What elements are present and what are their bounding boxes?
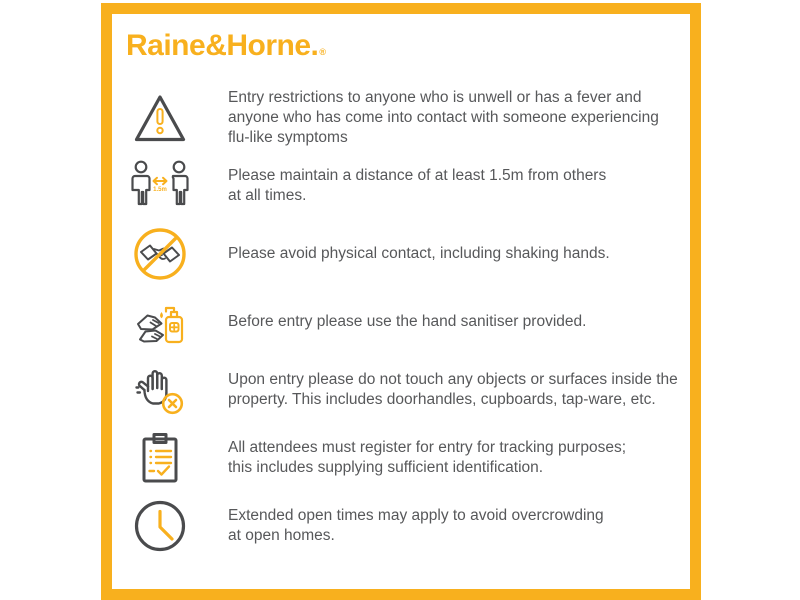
list-item	[112, 152, 684, 220]
list-item	[112, 356, 684, 424]
do-not-touch-icon	[133, 364, 187, 416]
rule-text: All attendees must register for entry for tracking purposes; this includes supplying sufficient identification.	[228, 439, 627, 476]
icon-cell	[120, 431, 200, 485]
raine-and-horne-logo	[126, 29, 326, 63]
icon-cell	[120, 499, 200, 553]
rule-text: Before entry please use the hand sanitiser provided.	[228, 313, 587, 330]
logo-text: Raine&Horne.	[126, 29, 319, 62]
list-item	[112, 424, 684, 492]
list-item	[112, 220, 684, 288]
rule-text: Entry restrictions to anyone who is unwell or has a fever and anyone who has come into contact with someone experiencing flu-like symptoms	[228, 89, 659, 146]
icon-cell	[120, 159, 200, 213]
rule-text: Please maintain a distance of at least 1.5m from others at all times.	[228, 167, 607, 204]
rules-list	[112, 84, 684, 560]
icon-cell	[120, 294, 200, 350]
hand-sanitiser-icon	[132, 294, 188, 350]
register-clipboard-icon	[135, 431, 185, 485]
list-item	[112, 492, 684, 560]
icon-cell	[120, 226, 200, 282]
covid-notice-poster	[101, 3, 701, 600]
distance-label: 1.5m	[153, 187, 167, 193]
rule-text: Upon entry please do not touch any objects or surfaces inside the property. This includes doorhandles, cupboards, tap-ware, etc.	[228, 371, 678, 408]
no-handshake-icon	[132, 226, 188, 282]
icon-cell	[120, 364, 200, 416]
list-item	[112, 84, 684, 152]
warning-triangle-icon	[133, 93, 187, 143]
clock-icon	[133, 499, 187, 553]
registered-trademark-symbol: ®	[319, 47, 326, 57]
list-item	[112, 288, 684, 356]
rule-text: Extended open times may apply to avoid overcrowding at open homes.	[228, 507, 604, 544]
social-distance-icon	[129, 159, 191, 213]
rule-text: Please avoid physical contact, including shaking hands.	[228, 245, 610, 262]
icon-cell	[120, 93, 200, 143]
